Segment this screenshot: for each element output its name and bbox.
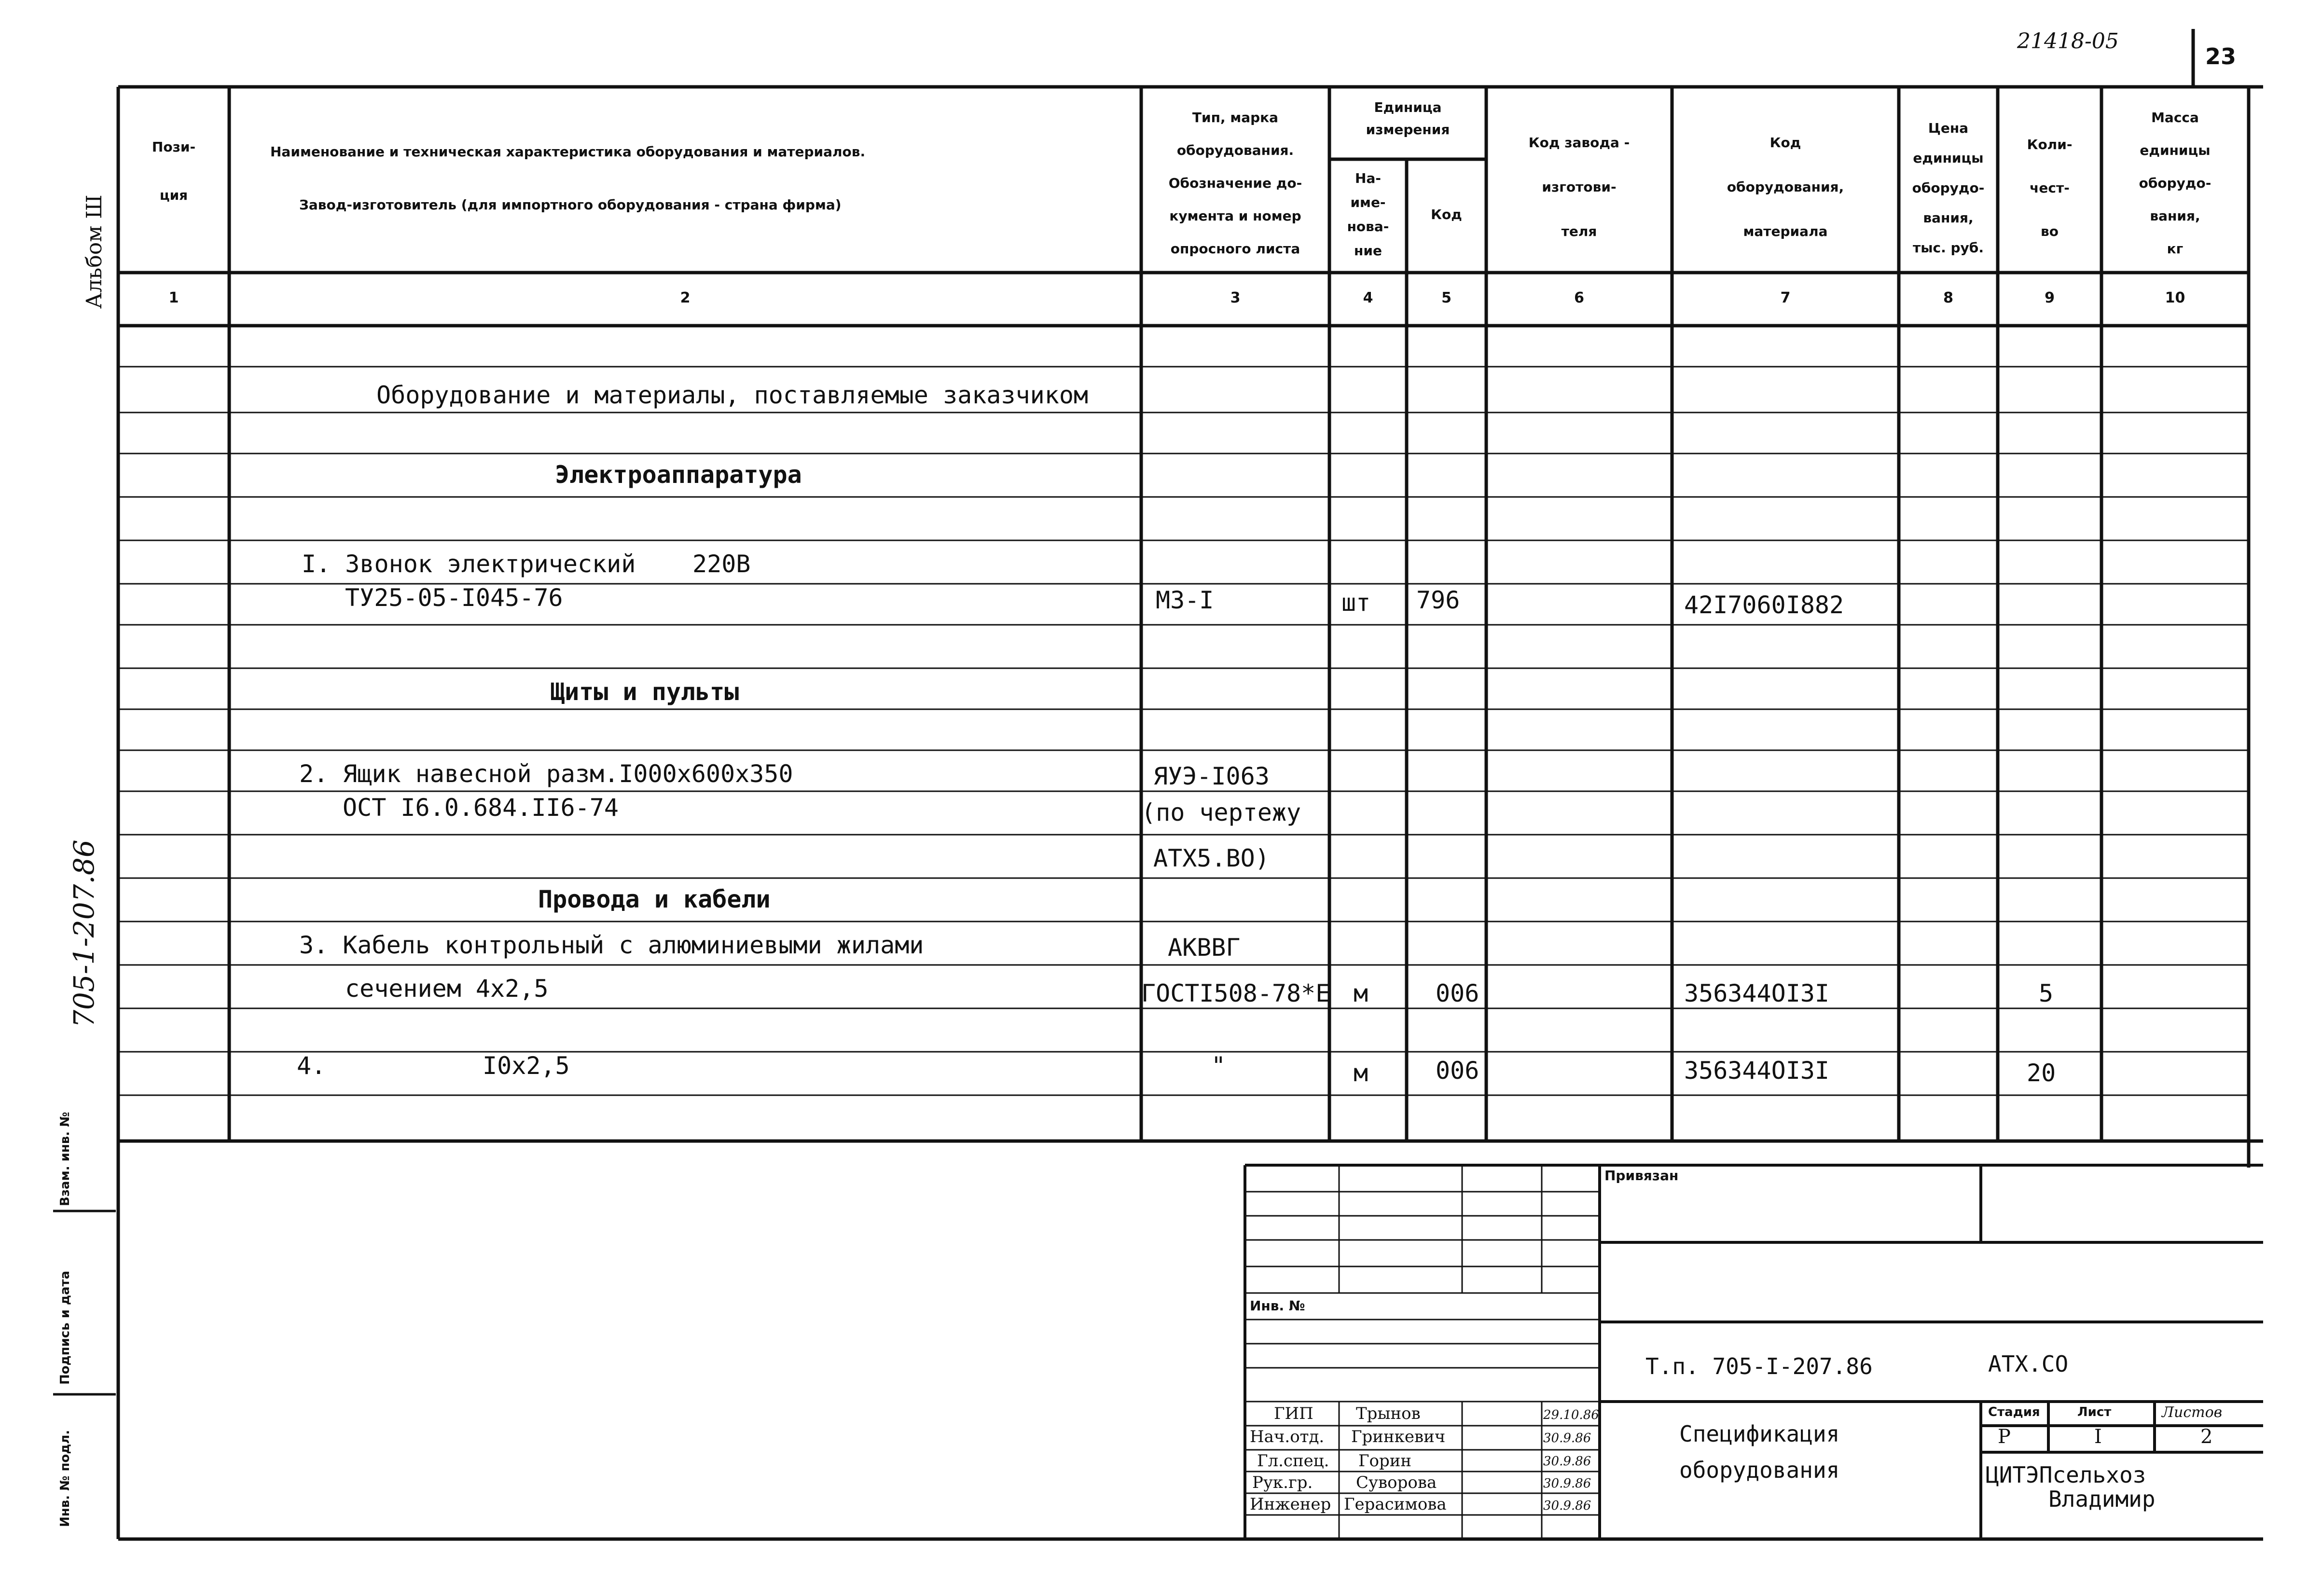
item1-unit-code: 796 [1416,586,1460,614]
header-name-line2: Завод-изготовитель (для импортного оборудования - страна фирма) [299,197,842,213]
header-unit: Единица измерения [1366,99,1450,138]
sheet-number: 23 [2205,43,2237,69]
inv-no-label: Инв. № [1250,1298,1305,1314]
signature-nach-otd [1465,1433,1537,1443]
header-quantity: Коли- чест- во [2027,137,2073,239]
signature-gl-spec [1465,1456,1537,1466]
document-title-line1: Спецификация [1679,1421,1840,1447]
staff-role-inzhener: Инженер [1250,1495,1331,1514]
item3-section: сечением 4х2,5 [345,975,549,1003]
colnum-2: 2 [680,289,691,306]
staff-name-inzhener: Герасимова [1344,1495,1447,1514]
header-unit-name: На- име- нова- ние [1347,170,1389,259]
item3-name: 3. Кабель контрольный с алюминиевыми жилами [299,931,924,959]
item2-type-line3: АТХ5.ВО) [1153,844,1270,872]
item3-quantity: 5 [2039,979,2054,1007]
item1-type: МЗ-I [1156,586,1214,614]
inv-podl-label: Инв. № подл. [58,1430,72,1527]
item4-number: 4. [297,1052,326,1080]
header-mass: Масса единицы оборудо- вания, кг [2139,110,2211,257]
staff-date-inzhener: 30.9.86 [1543,1499,1591,1513]
document-number: Т.п. 705-I-207.86 [1645,1353,1873,1379]
album-label: Альбом Ш [82,194,107,309]
staff-name-ruk-gr: Суворова [1356,1473,1437,1492]
header-type: Тип, марка оборудования. Обозначение до- кумента и номер опросного листа [1168,110,1302,257]
sheets-label: Листов [2162,1404,2223,1421]
section-title-main: Оборудование и материалы, поставляемые заказчиком [376,381,1089,409]
organization-line2: Владимир [2048,1486,2156,1512]
header-equipment-code: Код оборудования, материала [1727,135,1844,239]
staff-date-gl-spec: 30.9.86 [1543,1454,1591,1469]
header-position: Пози- ция [152,139,196,203]
stage-label: Стадия [1988,1405,2040,1419]
drawing-code: 21418-05 [2017,29,2119,54]
stage-value: Р [1998,1426,2011,1448]
signatures [1465,1409,1537,1509]
organization-line1: ЦИТЭПсельхоз [1986,1462,2146,1488]
staff-role-gip: ГИП [1274,1404,1313,1423]
item2-name: 2. Ящик навесной разм.I000х600х350 [299,760,793,788]
item1-unit: шт [1341,589,1371,617]
subsection-panels: Щиты и пульты [550,678,739,706]
staff-name-nach-otd: Гринкевич [1351,1427,1446,1446]
colnum-8: 8 [1943,289,1953,306]
subsection-cables: Провода и кабели [538,885,771,913]
header-price: Цена единицы оборудо- вания, тыс. руб. [1912,120,1985,256]
subsection-electro: Электроаппаратура [555,461,802,489]
sheet-value: I [2094,1426,2102,1448]
item2-type-line1: ЯУЭ-I063 [1153,762,1270,790]
item1-voltage: 220В [692,550,751,578]
item3-unit-code: 006 [1436,979,1479,1007]
staff-name-gip: Трынов [1356,1404,1421,1423]
document-code: АТХ.СО [1988,1351,2069,1377]
colnum-10: 10 [2165,289,2185,306]
colnum-9: 9 [2045,289,2055,306]
signature-gip [1465,1409,1537,1421]
privyazan-label: Привязан [1604,1168,1679,1183]
document-title-line2: оборудования [1679,1457,1840,1483]
colnum-7: 7 [1780,289,1791,306]
colnum-4: 4 [1363,289,1373,306]
podpis-data-label: Подпись и дата [58,1270,72,1385]
signature-inzhener [1467,1503,1537,1509]
item4-unit-code: 006 [1436,1057,1479,1085]
item1-name: I. Звонок электрический [302,550,636,578]
header-name-line1: Наименование и техническая характеристика оборудования и материалов. [270,144,866,160]
staff-date-gip: 29.10.86 [1543,1408,1599,1422]
staff-role-gl-spec: Гл.спец. [1257,1451,1329,1471]
vzam-inv-label: Взам. инв. № [58,1112,72,1206]
item4-type: " [1211,1052,1226,1080]
item3-equipment-code: 356344OI3I [1684,979,1830,1007]
staff-date-nach-otd: 30.9.86 [1543,1431,1591,1445]
item4-section: I0х2,5 [483,1052,570,1080]
colnum-3: 3 [1230,289,1241,306]
item2-ost: ОСТ I6.0.684.II6-74 [343,794,619,822]
item1-equipment-code: 42I7060I882 [1684,591,1844,619]
item2-type-line2: (по чертежу [1141,798,1301,826]
item4-equipment-code: 356344OI3I [1684,1057,1830,1085]
signature-ruk-gr [1469,1484,1525,1487]
project-number: 705-1-207.86 [68,839,100,1028]
staff-name-gl-spec: Горин [1358,1451,1412,1471]
sheets-value: 2 [2200,1426,2213,1448]
item3-type-line2: ГОСТI508-78*Е [1141,979,1330,1007]
colnum-1: 1 [168,289,179,306]
staff-role-ruk-gr: Рук.гр. [1252,1473,1313,1492]
staff-role-nach-otd: Нач.отд. [1250,1427,1325,1446]
colnum-5: 5 [1441,289,1451,306]
staff-date-ruk-gr: 30.9.86 [1543,1476,1591,1491]
item4-quantity: 20 [2027,1059,2056,1087]
item3-type-line1: АКВВГ [1168,934,1241,962]
item3-unit: м [1354,979,1368,1007]
header-factory-code: Код завода - изготови- теля [1528,135,1630,239]
item4-unit: м [1354,1059,1368,1087]
colnum-6: 6 [1574,289,1584,306]
sheet-label: Лист [2077,1405,2112,1419]
header-unit-code: Код [1431,206,1462,222]
item1-tu: ТУ25-05-I045-76 [345,584,563,612]
